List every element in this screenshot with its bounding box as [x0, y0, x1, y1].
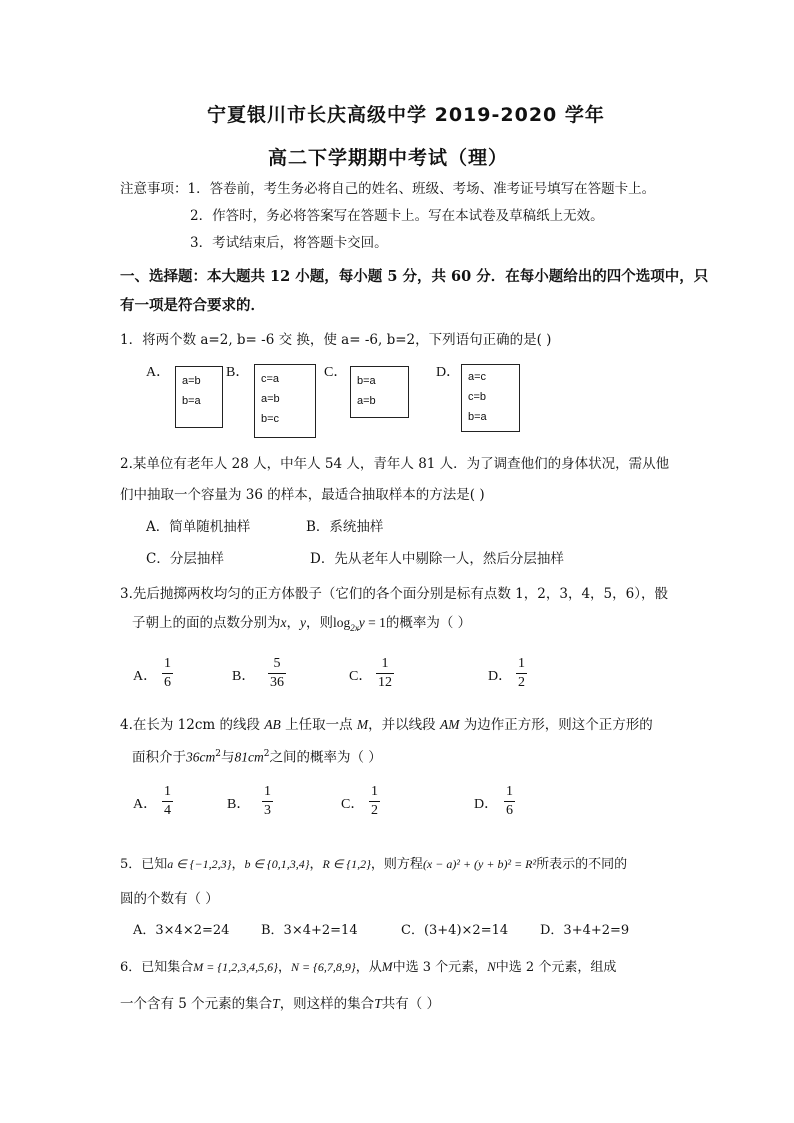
text: 一个含有 5 个元素的集合	[120, 996, 273, 1012]
math-superscript: 2	[215, 749, 221, 759]
math-expr: N = {6,7,8,9}	[291, 960, 356, 974]
denominator: 2	[518, 675, 525, 690]
math-expr: 36cm	[186, 749, 216, 765]
page-title-line-1: 宁夏银川市长庆高级中学 2019-2020 学年	[207, 104, 605, 126]
code-line: c=b	[468, 391, 487, 403]
q1-option-a-letter: A．	[146, 365, 171, 380]
question-4-line-2	[132, 744, 382, 768]
q4-option-c-letter: C．	[341, 797, 365, 812]
fraction-bar	[162, 801, 173, 802]
math-expr: 81cm	[234, 749, 264, 765]
fraction-bar	[162, 673, 173, 674]
denominator: 3	[264, 803, 271, 818]
q3-option-c-letter: C．	[349, 669, 373, 684]
math-var: x	[280, 615, 287, 630]
question-6-line-2	[120, 994, 440, 1014]
q3-option-d-fraction	[516, 656, 527, 691]
numerator: 1	[164, 656, 171, 671]
denominator: 12	[378, 675, 392, 690]
math-var: y	[358, 615, 365, 630]
denominator: 4	[164, 803, 171, 818]
q1-option-a-box	[175, 366, 223, 428]
page-title-line-2: 高二下学期期中考试（理）	[268, 147, 509, 169]
notice-3: 3．考试结束后，将答题卡交回。	[190, 235, 388, 251]
section-heading-line-1: 一、选择题：本大题共 12 小题，每小题 5 分，共 60 分．在每小题给出的四个选项中，只	[120, 268, 709, 285]
text: 所表示的不同的	[536, 857, 628, 872]
notice-1: 注意事项：1．答卷前，考生务必将自己的姓名、班级、考场、准考证号填写在答题卡上。	[120, 181, 656, 197]
math-subscript	[350, 624, 359, 634]
question-5-line-1	[120, 854, 627, 875]
q5-option-b: B．3×4+2=14	[261, 923, 358, 938]
denominator: 36	[270, 675, 284, 690]
q1-option-c-box	[350, 366, 409, 418]
text: 子朝上的面的点数分别为	[132, 615, 281, 631]
math-expr: R ∈ {1,2}	[322, 857, 371, 871]
fraction-bar	[516, 673, 527, 674]
text: ，并以线段	[368, 717, 436, 733]
numerator: 5	[273, 656, 281, 671]
q4-option-a-fraction	[162, 784, 173, 819]
math-superscript: 2	[263, 749, 270, 759]
q2-option-a: A．简单随机抽样	[146, 519, 251, 535]
code-line: b=c	[261, 413, 280, 425]
text: ，	[231, 857, 245, 872]
code-line: a=b	[261, 393, 280, 405]
math-expr: b ∈ {0,1,3,4}	[244, 857, 310, 871]
q4-option-a-letter: A．	[133, 797, 158, 812]
section-heading-line-2: 有一项是符合要求的．	[120, 297, 265, 314]
math-var: 2x	[350, 622, 359, 633]
math-expr: M = {1,2,3,4,5,6}	[193, 960, 278, 974]
question-1-stem: 1．将两个数 a=2, b= -6 交 换，使 a= -6, b=2，下列语句正确的是( )	[120, 332, 552, 348]
q4-option-d-letter: D．	[474, 797, 499, 812]
q4-option-b-letter: B．	[227, 797, 251, 812]
text: ，从	[355, 960, 382, 975]
q2-option-c: C．分层抽样	[146, 551, 224, 567]
code-line: b=a	[182, 395, 201, 407]
text: 共有（ ）	[381, 996, 440, 1012]
q3-option-a-letter: A．	[133, 669, 158, 684]
q3-option-d-letter: D．	[488, 669, 513, 684]
denominator: 2	[371, 803, 378, 818]
code-line: b=a	[357, 375, 376, 387]
q2-option-d: D．先从老年人中剔除一人，然后分层抽样	[310, 551, 564, 567]
text: ，则方程	[370, 857, 423, 872]
math-var: M	[381, 959, 393, 974]
text: ，	[286, 615, 300, 631]
q1-option-d-box	[461, 364, 520, 432]
q3-option-c-fraction	[376, 656, 394, 691]
text: 4.在长为 12cm 的线段	[120, 717, 261, 733]
math-eq: = 1	[364, 615, 386, 630]
question-3-line-2	[132, 613, 471, 639]
text: 5．已知	[120, 857, 168, 872]
math-var: T	[272, 996, 280, 1011]
q4-option-c-fraction	[369, 784, 380, 819]
q5-option-c: C．(3+4)×2=14	[401, 923, 509, 938]
math-var: N	[487, 959, 496, 974]
question-3-line-1: 3.先后抛掷两枚均匀的正方体骰子（它们的各个面分别是标有点数 1，2，3，4，5，6），骰	[120, 586, 668, 602]
question-6-line-1	[120, 957, 616, 978]
q3-option-a-fraction	[162, 656, 173, 691]
code-line: a=c	[468, 371, 487, 383]
numerator: 1	[506, 784, 513, 799]
code-line: c=a	[261, 373, 280, 385]
question-2-line-2: 们中抽取一个容量为 36 的样本，最适合抽取样本的方法是( )	[120, 487, 485, 503]
text: ，则	[306, 615, 333, 631]
text: 面积介于	[132, 749, 186, 766]
numerator: 1	[264, 784, 271, 799]
fraction-bar	[268, 673, 286, 674]
q5-option-d: D．3+4+2=9	[540, 923, 630, 938]
q5-option-a: A．3×4×2=24	[133, 923, 230, 938]
text: ，	[277, 960, 291, 975]
text: 的概率为（ ）	[385, 615, 472, 631]
text: 为边作正方形，则这个正方形的	[463, 717, 653, 733]
math-log: log	[333, 615, 351, 630]
text: 上任取一点	[285, 717, 353, 733]
q1-option-d-letter: D．	[436, 365, 461, 380]
q4-option-d-fraction	[504, 784, 515, 819]
math-var: AB	[264, 717, 281, 732]
fraction-bar	[376, 673, 394, 674]
question-2-line-1: 2.某单位有老年人 28 人，中年人 54 人，青年人 81 人．为了调查他们的身体状况，需从他	[120, 456, 670, 472]
q1-option-c-letter: C．	[324, 365, 348, 380]
code-line: a=b	[357, 395, 376, 407]
text: 中选 3 个元素，	[392, 960, 488, 975]
question-4-line-1	[120, 715, 653, 735]
q2-option-b: B．系统抽样	[306, 519, 384, 535]
q3-option-b-fraction	[268, 656, 286, 691]
text: ，	[309, 857, 323, 872]
numerator: 1	[371, 784, 378, 799]
notice-2: 2．作答时，务必将答案写在答题卡上。写在本试卷及草稿纸上无效。	[190, 208, 604, 224]
code-line: b=a	[468, 411, 487, 423]
fraction-bar	[504, 801, 515, 802]
q1-option-b-letter: B．	[226, 365, 250, 380]
numerator: 1	[164, 784, 171, 799]
math-var: AM	[439, 717, 460, 732]
text: ，则这样的集合	[279, 996, 375, 1012]
math-var: y	[300, 615, 306, 630]
text: 之间的概率为（ ）	[269, 749, 382, 766]
text: 中选 2 个元素，组成	[495, 960, 617, 975]
denominator: 6	[506, 803, 513, 818]
math-expr: a ∈ {−1,2,3}	[167, 857, 232, 871]
q4-option-b-fraction	[262, 784, 273, 819]
q1-option-b-box	[254, 364, 316, 438]
fraction-bar	[369, 801, 380, 802]
numerator: 1	[518, 656, 525, 671]
text: 与	[220, 749, 235, 766]
denominator: 6	[164, 675, 171, 690]
numerator: 1	[381, 656, 389, 671]
code-line: a=b	[182, 375, 201, 387]
q3-option-b-letter: B．	[232, 669, 256, 684]
fraction-bar	[262, 801, 273, 802]
text: 6．已知集合	[120, 960, 194, 975]
math-var: M	[356, 717, 369, 732]
question-5-line-2: 圆的个数有（ ）	[120, 891, 219, 907]
math-expr: (x − a)² + (y + b)² = R²	[422, 857, 537, 871]
math-var: T	[374, 996, 382, 1011]
